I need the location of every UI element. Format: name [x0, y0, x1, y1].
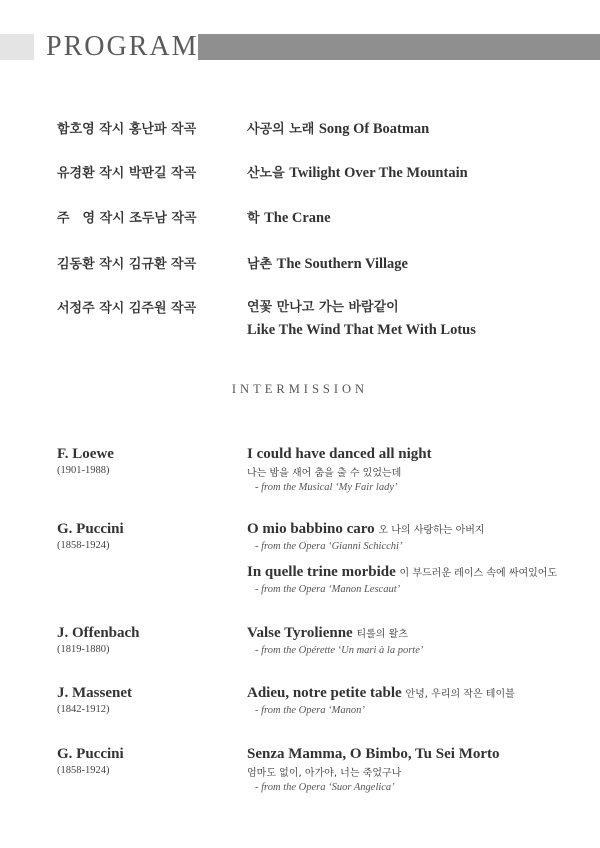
song-title	[247, 253, 408, 276]
piece-title-ko: 티롤의 왈츠	[356, 629, 408, 640]
piece-source: - from the Opera ‘Manon Lescaut’	[255, 584, 401, 595]
header-left-bar	[0, 34, 34, 60]
credit: 김동환 작시 김규환 작곡	[57, 257, 197, 272]
composer	[57, 625, 140, 655]
composer-years: (1858-1924)	[57, 765, 110, 776]
composer	[57, 521, 124, 551]
song-title-en: Twilight Over The Mountain	[289, 165, 468, 181]
song-title	[247, 207, 331, 230]
piece-title-text: O mio babbino caro	[247, 521, 375, 537]
composer-name: G. Puccini	[57, 521, 124, 537]
piece-title-text: Adieu, notre petite table	[247, 685, 402, 701]
piece	[247, 685, 515, 716]
page-title: PROGRAM	[46, 31, 199, 62]
intermission-heading: INTERMISSION	[231, 382, 369, 396]
piece-title	[247, 521, 485, 538]
piece-title: Senza Mamma, O Bimbo, Tu Sei Morto	[247, 746, 500, 762]
composer-name: G. Puccini	[57, 746, 124, 762]
credit: 유경환 작시 박판길 작곡	[57, 166, 197, 181]
piece-title-ko: 이 부드러운 레이스 속에 싸여있어도	[399, 568, 558, 579]
song-title-ko: 사공의 노래	[247, 122, 315, 137]
piece-title	[247, 564, 557, 581]
song-title-en: The Southern Village	[276, 256, 408, 272]
piece	[247, 746, 500, 793]
piece-title: I could have danced all night	[247, 446, 432, 462]
composer-name: F. Loewe	[57, 446, 114, 462]
header-right-bar	[198, 34, 600, 60]
song-title-en: Song Of Boatman	[318, 121, 430, 137]
song-title	[247, 162, 468, 185]
song-title-ko: 남촌	[247, 257, 273, 272]
piece-title-ko: 오 나의 사랑하는 아버지	[378, 525, 485, 536]
credit: 서정주 작시 김주원 작곡	[57, 301, 197, 316]
piece	[247, 625, 423, 656]
composer-years: (1901-1988)	[57, 465, 110, 476]
credit: 주 영 작시 조두남 작곡	[57, 211, 197, 226]
composer-years: (1858-1924)	[57, 540, 110, 551]
piece-source: - from the Musical ‘My Fair lady’	[255, 482, 398, 493]
composer-years: (1819-1880)	[57, 644, 110, 655]
piece-title-ko: 안녕, 우리의 작은 테이블	[405, 689, 515, 700]
piece	[247, 564, 557, 595]
piece-title	[247, 625, 423, 642]
piece-title-ko: 나는 밤을 새어 춤을 출 수 있었는데	[247, 468, 402, 479]
song-title-en: The Crane	[264, 210, 331, 226]
song-title-en: Like The Wind That Met With Lotus	[247, 322, 476, 338]
piece-title	[247, 685, 515, 702]
composer	[57, 446, 114, 476]
piece-source: - from the Opera ‘Gianni Schicchi’	[255, 541, 403, 552]
song-title-ko: 연꽃 만나고 가는 바람같이	[247, 300, 399, 315]
composer-years: (1842-1912)	[57, 704, 110, 715]
composer	[57, 685, 132, 715]
song-title-ko: 학	[247, 211, 260, 226]
song-title	[247, 118, 429, 141]
song-title	[247, 297, 476, 341]
piece-title-ko: 엄마도 없이, 아가야, 너는 죽었구나	[247, 768, 402, 779]
song-title-ko: 산노을	[247, 166, 285, 181]
credit: 함호영 작시 홍난파 작곡	[57, 122, 197, 137]
piece-source: - from the Opera ‘Manon’	[255, 705, 365, 716]
piece-title-text: In quelle trine morbide	[247, 564, 396, 580]
composer-name: J. Offenbach	[57, 625, 140, 641]
composer	[57, 746, 124, 776]
piece-source: - from the Opera ‘Suor Angelica’	[255, 782, 395, 793]
composer-name: J. Massenet	[57, 685, 132, 701]
piece	[247, 446, 432, 493]
piece-source: - from the Opérette ‘Un mari à la porte’	[255, 645, 424, 656]
piece-title-text: Valse Tyrolienne	[247, 625, 353, 641]
piece	[247, 521, 485, 552]
